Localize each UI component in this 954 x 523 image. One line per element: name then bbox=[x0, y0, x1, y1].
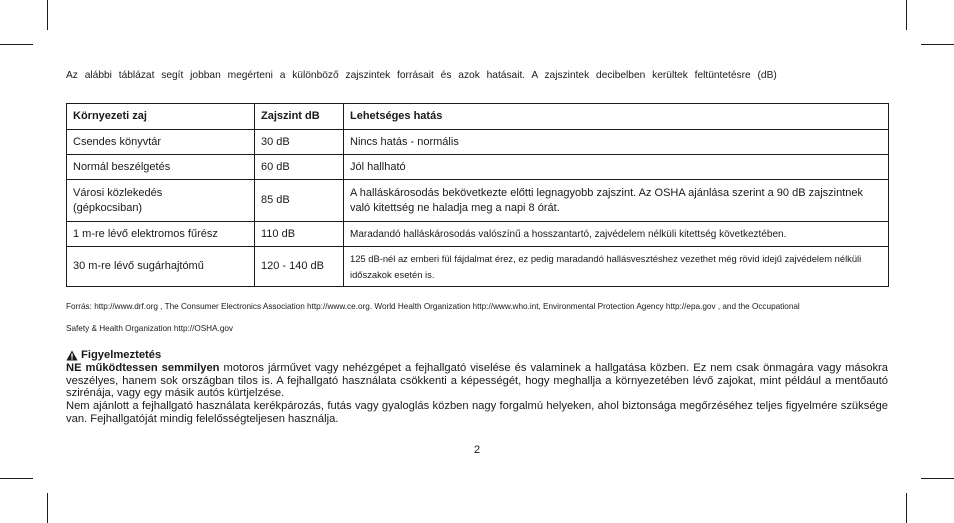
table-row bbox=[67, 155, 889, 180]
crop-mark bbox=[47, 493, 48, 523]
warning-paragraph: Nem ajánlott a fejhallgató használata kerékpározás, futás vagy gyaloglás közben nagy forgalmú helyeken, ahol biztonsága megőrzéséhez teljes figyelmére szüksége van. Fejhallgatóját mindig felelősségteljesen használja. bbox=[66, 400, 888, 425]
warning-title bbox=[66, 349, 888, 362]
warning-paragraph bbox=[66, 362, 888, 400]
table-cell bbox=[67, 180, 255, 222]
crop-mark bbox=[921, 44, 954, 45]
crop-mark bbox=[0, 478, 33, 479]
table-cell: 120 - 140 dB bbox=[255, 247, 344, 287]
crop-mark bbox=[906, 0, 907, 30]
crop-mark bbox=[0, 44, 33, 45]
table-cell: 125 dB-nél az emberi fül fájdalmat érez, ez pedig maradandó hallásvesztéshez vezethet még rövid idejű zajvédelem nélküli időszakok esetén is. bbox=[344, 247, 889, 287]
warning-section bbox=[66, 349, 888, 426]
page-number: 2 bbox=[474, 444, 481, 456]
warning-text: motoros járművet vagy nehézgépet a fejhallgató viselése és valaminek a hallgatása közben. Ez nem csak önmagára vagy másokra veszélyes, hanem sok országban tilos is. A fejhallgató használata csökkenti a képességét, hogy meghallja a környezetében lévő zajokat, mint például a mentőautó szirénája, vagy egy másik autós kürtjelzése. bbox=[66, 361, 888, 400]
cell-line: (gépkocsiban) bbox=[73, 201, 143, 214]
table-cell: Maradandó halláskárosodás valószínű a hosszantartó, zajvédelem nélküli kitettség következtében. bbox=[344, 222, 889, 247]
source-line: Safety & Health Organization http://OSHA.gov bbox=[66, 324, 234, 333]
table-cell: Nincs hatás - normális bbox=[344, 130, 889, 155]
column-header: Zajszint dB bbox=[255, 104, 344, 130]
warning-emphasis: NE működtessen semmilyen bbox=[66, 361, 220, 374]
table-cell: 60 dB bbox=[255, 155, 344, 180]
crop-mark bbox=[47, 0, 48, 30]
table-cell: Csendes könyvtár bbox=[67, 130, 255, 155]
cell-line: Városi közlekedés bbox=[73, 186, 163, 199]
table-header-row bbox=[67, 104, 889, 130]
source-note bbox=[66, 296, 888, 340]
table-cell: 110 dB bbox=[255, 222, 344, 247]
table-cell: 1 m-re lévő elektromos fűrész bbox=[67, 222, 255, 247]
table-cell: 30 m-re lévő sugárhajtómű bbox=[67, 247, 255, 287]
table-row bbox=[67, 130, 889, 155]
warning-title-text: Figyelmeztetés bbox=[81, 349, 162, 361]
column-header: Lehetséges hatás bbox=[344, 104, 889, 130]
table-cell: A halláskárosodás bekövetkezte előtti legnagyobb zajszint. Az OSHA ajánlása szerint a 90 dB zajszintnek való kitettség ne haladja meg a napi 8 órát. bbox=[344, 180, 889, 222]
intro-paragraph: Az alábbi táblázat segít jobban megérteni a különböző zajszintek forrásait és azok hatásait. A zajszintek decibelben kerültek feltüntetésre (dB) bbox=[66, 70, 777, 81]
table-cell: 85 dB bbox=[255, 180, 344, 222]
table-row bbox=[67, 180, 889, 222]
crop-mark bbox=[906, 493, 907, 523]
table-cell: Jól hallható bbox=[344, 155, 889, 180]
table-cell: Normál beszélgetés bbox=[67, 155, 255, 180]
table-cell: 30 dB bbox=[255, 130, 344, 155]
table-row bbox=[67, 222, 889, 247]
warning-triangle-icon bbox=[66, 350, 78, 361]
column-header: Környezeti zaj bbox=[67, 104, 255, 130]
crop-mark bbox=[921, 478, 954, 479]
source-line: Forrás: http://www.drf.org , The Consumer Electronics Association http://www.ce.org. World Health Organization http://www.who.int, Environmental Protection Agency http://epa.gov , and the Occupational bbox=[66, 302, 800, 311]
noise-level-table bbox=[66, 103, 889, 287]
table-row bbox=[67, 247, 889, 287]
